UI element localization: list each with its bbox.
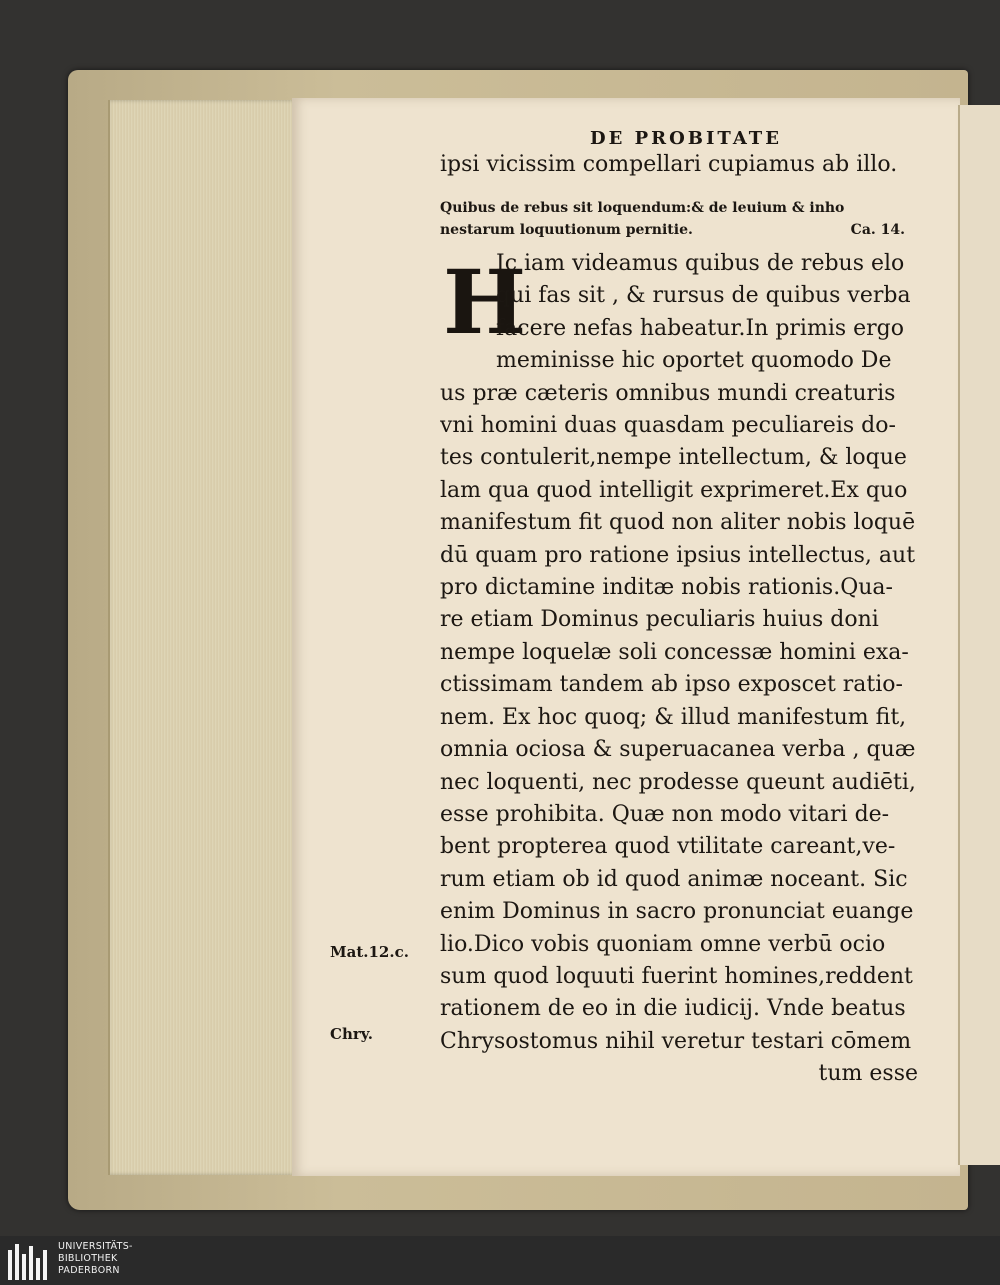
body-line: ctissimam tandem ab ipso exposcet ratio- bbox=[440, 672, 903, 698]
library-name-line3: PADERBORN bbox=[58, 1265, 120, 1276]
library-name-line1: UNIVERSITÄTS- bbox=[58, 1241, 133, 1252]
body-line: nec loquenti, nec prodesse queunt audiēti, bbox=[440, 769, 916, 795]
running-head: DE PROBITATE bbox=[590, 128, 782, 149]
body-line: manifestum fit quod non aliter nobis loquē bbox=[440, 510, 916, 536]
body-line: enim Dominus in sacro pronunciat euange bbox=[440, 899, 914, 925]
body-line: re etiam Dominus peculiaris huius doni bbox=[440, 607, 879, 633]
chapter-number: Ca. 14. bbox=[850, 222, 905, 238]
body-line: bent propterea quod vtilitate careant,ve- bbox=[440, 834, 896, 860]
body-line: meminisse hic oportet quomodo De bbox=[496, 348, 892, 374]
chapter-title-line2: nestarum loquutionum pernitie. bbox=[440, 222, 693, 238]
body-line: lam qua quod intelligit exprimeret.Ex quo bbox=[440, 477, 908, 503]
body-line: tes contulerit,nempe intellectum, & loque bbox=[440, 445, 907, 471]
library-name-line2: BIBLIOTHEK bbox=[58, 1253, 118, 1264]
body-line: dū quam pro ratione ipsius intellectus, aut bbox=[440, 542, 916, 568]
body-line: tum esse bbox=[818, 1061, 918, 1087]
body-line: Ic iam videamus quibus de rebus elo bbox=[496, 251, 905, 276]
body-line: esse prohibita. Quæ non modo vitari de- bbox=[440, 801, 890, 827]
body-line: nempe loquelæ soli concessæ homini exa- bbox=[440, 639, 909, 665]
body-text bbox=[440, 248, 940, 1091]
library-footer bbox=[0, 1236, 1000, 1285]
body-line: us præ cæteris omnibus mundi creaturis bbox=[440, 380, 896, 406]
body-line: facere nefas habeatur.In primis ergo bbox=[496, 315, 904, 341]
marginal-note-mat: Mat.12.c. bbox=[330, 943, 409, 961]
chapter-title-line1: Quibus de rebus sit loquendum:& de leuium & inho bbox=[440, 200, 845, 216]
facing-page-edge bbox=[958, 105, 1000, 1165]
body-line: vni homini duas quasdam peculiareis do- bbox=[440, 413, 896, 439]
carry-over-line: ipsi vicissim compellari cupiamus ab illo. bbox=[440, 152, 898, 177]
body-line: Chrysostomus nihil veretur testari cōmem bbox=[440, 1028, 912, 1054]
body-line: pro dictamine inditæ nobis rationis.Qua- bbox=[440, 575, 893, 601]
body-line: sum quod loquuti fuerint homines,reddent bbox=[440, 963, 913, 989]
body-line: nem. Ex hoc quoq; & illud manifestum fit, bbox=[440, 704, 907, 730]
library-logo-icon bbox=[8, 1242, 48, 1280]
body-line: rum etiam ob id quod animæ noceant. Sic bbox=[440, 866, 908, 892]
page-edges bbox=[108, 100, 298, 1175]
body-line: rationem de eo in die iudicij. Vnde beatus bbox=[440, 996, 906, 1022]
body-line: omnia ociosa & superuacanea verba , quæ bbox=[440, 737, 916, 763]
drop-cap: H bbox=[443, 250, 527, 354]
body-line: lio.Dico vobis quoniam omne verbū ocio bbox=[440, 931, 886, 957]
marginal-note-chry: Chry. bbox=[330, 1025, 373, 1043]
chapter-heading bbox=[440, 197, 940, 241]
library-name bbox=[58, 1241, 133, 1277]
body-line: qui fas sit , & rursus de quibus verba bbox=[496, 283, 911, 309]
